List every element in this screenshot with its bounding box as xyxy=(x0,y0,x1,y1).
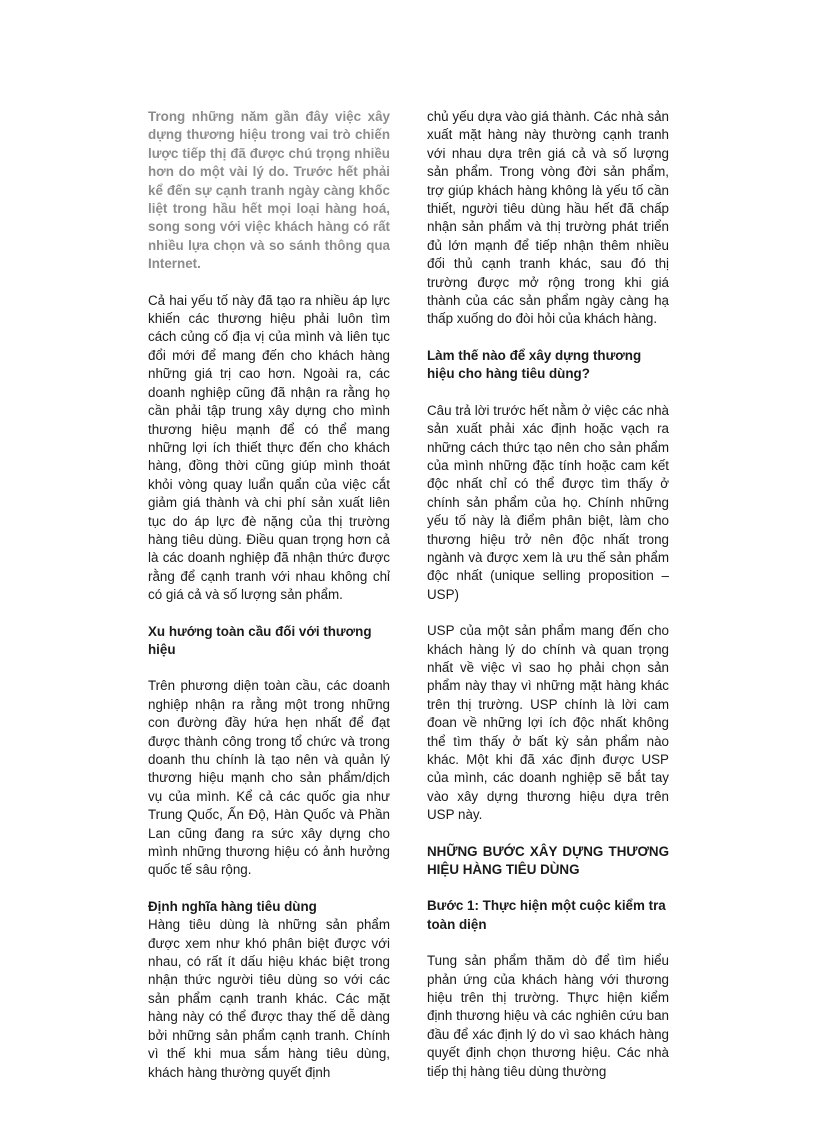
left-column xyxy=(148,108,390,1100)
intro-paragraph: Trong những năm gần đây việc xây dựng thương hiệu trong vai trò chiến lược tiếp thị đã được chú trọng nhiều hơn do một vài lý do. Trước hết phải kể đến sự cạnh tranh ngày càng khốc liệt trong hầu hết mọi loại hàng hoá, song song với việc khách hàng có rất nhiều lựa chọn và so sánh thông qua Internet. xyxy=(148,109,390,272)
section-heading-global-trend: Xu hướng toàn cầu đối với thương hiệu xyxy=(148,623,372,657)
section-heading-how-to-build: Làm thế nào để xây dựng thương hiệu cho hàng tiêu dùng? xyxy=(427,347,642,382)
body-paragraph: Tung sản phẩm thăm dò để tìm hiểu phản ứng của khách hàng với thương hiệu trên thị trường. Thực hiện kiểm định thương hiệu và các nghiên cứu ban đầu để xác định lý do vì sao khách hàng quyết định chọn thương hiệu. Các nhà tiếp thị hàng tiêu dùng thường xyxy=(427,953,669,1079)
section-heading-definition: Định nghĩa hàng tiêu dùng xyxy=(148,898,317,914)
body-paragraph: Hàng tiêu dùng là những sản phẩm được xem như khó phân biệt được với nhau, có rất ít dấu hiệu khác biệt trong nhận thức người tiêu dùng so với các sản phẩm cạnh tranh khác. Các mặt hàng này có thể được thay thế dễ dàng bởi những sản phẩm cạnh tranh. Chính vì thế khi mua sắm hàng tiêu dùng, khách hàng thường quyết định xyxy=(148,917,390,1080)
body-paragraph: Trên phương diện toàn cầu, các doanh nghiệp nhận ra rằng một trong những con đường đầy hứa hẹn nhất để đạt được thành công trong tổ chức và trong doanh thu chính là tạo nên và quản lý thương hiệu mạnh cho sản phẩm/dịch vụ của mình. Kể cả các quốc gia như Trung Quốc, Ấn Độ, Hàn Quốc và Phần Lan cũng đang ra sức xây dựng cho mình những thương hiệu có ảnh hưởng quốc tế sâu rộng. xyxy=(148,678,390,878)
body-paragraph: chủ yếu dựa vào giá thành. Các nhà sản xuất mặt hàng này thường cạnh tranh với nhau dựa trên giá cả và số lượng sản phẩm. Trong vòng đời sản phẩm, trợ giúp khách hàng không là yếu tố cần thiết, người tiêu dùng hầu hết đã chấp nhận sản phẩm và thị trường phát triển đủ lớn mạnh để tiếp nhận thêm nhiều đối thủ cạnh tranh khác, sau đó thị trường được mở rộng trong khi giá thành của các sản phẩm ngày càng hạ thấp xuống do đòi hỏi của khách hàng. xyxy=(427,109,669,327)
right-column xyxy=(427,108,669,1099)
body-paragraph: USP của một sản phẩm mang đến cho khách hàng lý do chính và quan trọng nhất về việc vì sao họ phải chọn sản phẩm này thay vì những mặt hàng khác trên thị trường. USP chính là lời cam đoan về những lợi ích độc nhất không thể tìm thấy ở bất kỳ sản phẩm nào khác. Một khi đã xác định được USP của mình, các doanh nghiệp sẽ bắt tay vào xây dựng thương hiệu dựa trên USP này. xyxy=(427,623,669,823)
body-paragraph: Cả hai yếu tố này đã tạo ra nhiều áp lực khiến các thương hiệu phải luôn tìm cách củng cố địa vị của mình và liên tục đổi mới để mang đến cho khách hàng những giá trị cao hơn. Ngoài ra, các doanh nghiệp cũng đã nhận ra rằng họ cần phải tập trung xây dựng cho mình thương hiệu mạnh để có thể mang những lợi ích thiết thực đến cho khách hàng, đồng thời cũng giúp mình thoát khỏi vòng quay luẩn quẩn của việc cắt giảm giá thành và chi phí sản xuất liên tục do áp lực đè nặng của thị trường hàng tiêu dùng. Điều quan trọng hơn cả là các doanh nghiệp đã nhận thức được rằng để cạnh tranh với nhau không chỉ có giá cả và số lượng sản phẩm. xyxy=(148,292,390,603)
section-heading-steps: NHỮNG BƯỚC XÂY DỰNG THƯƠNG HIỆU HÀNG TIÊU DÙNG xyxy=(427,843,669,878)
body-paragraph: Câu trả lời trước hết nằm ở việc các nhà sản xuất phải xác định hoặc vạch ra những cách thức tạo nên cho sản phẩm của mình những đặc tính hoặc cam kết độc nhất chỉ có thể được tìm thấy ở chính sản phẩm của họ. Chính những yếu tố này là điểm phân biệt, làm cho thương hiệu trở nên độc nhất trong ngành và được xem là ưu thế sản phẩm độc nhất (unique selling proposition – USP) xyxy=(427,402,669,602)
section-heading-step-1: Bước 1: Thực hiện một cuộc kiểm tra toàn diện xyxy=(427,898,666,932)
